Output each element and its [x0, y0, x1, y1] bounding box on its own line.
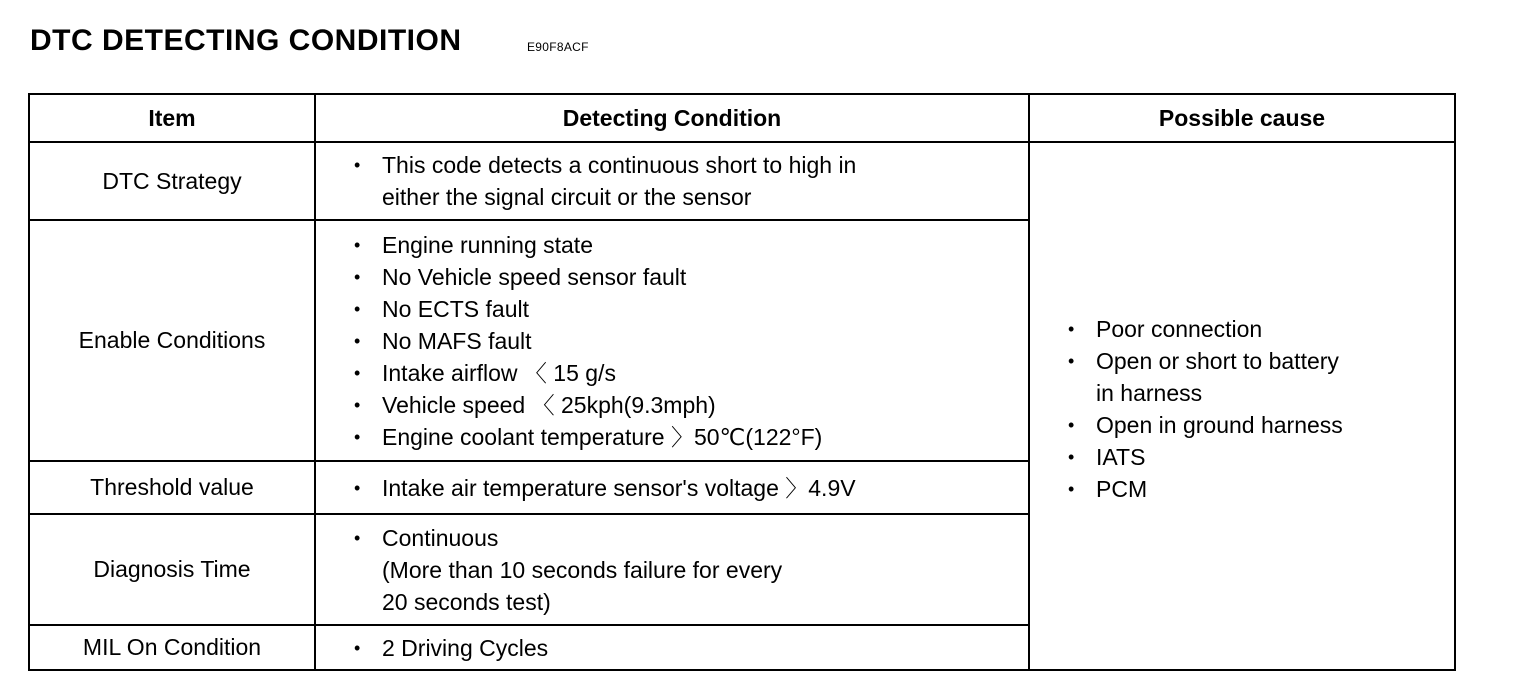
page-title: DTC DETECTING CONDITION [30, 24, 462, 57]
row-conditions-mil-on [354, 626, 1024, 669]
condition-item: • Intake air temperature sensor's voltage 〉4.9V [354, 472, 856, 504]
row-conditions-diagnosis-time [354, 515, 1024, 624]
condition-item: • Continuous (More than 10 seconds failure for every 20 seconds test) [354, 522, 782, 618]
possible-causes-cell [1068, 313, 1448, 503]
row-item-diagnosis-time: Diagnosis Time [93, 556, 251, 582]
header-item: Item [148, 104, 196, 131]
row-item-threshold-value: Threshold value [90, 474, 254, 500]
row-conditions-enable [354, 221, 1024, 460]
condition-item: • No Vehicle speed sensor fault [354, 261, 822, 293]
condition-item: • No MAFS fault [354, 325, 822, 357]
cause-item: • IATS [1068, 441, 1343, 473]
condition-item: • Engine coolant temperature 〉50℃(122°F) [354, 421, 822, 453]
cause-item: • Open in ground harness [1068, 409, 1343, 441]
condition-item: • Engine running state [354, 229, 822, 261]
cause-item: • Open or short to battery in harness [1068, 345, 1343, 409]
condition-item: • This code detects a continuous short to high in either the signal circuit or the sensor [354, 149, 856, 213]
column-divider-1 [314, 95, 316, 669]
cause-item: • Poor connection [1068, 313, 1343, 345]
column-divider-2 [1028, 95, 1030, 669]
document-code: E90F8ACF [527, 40, 589, 54]
header-detecting-condition: Detecting Condition [562, 104, 782, 131]
row-item-dtc-strategy: DTC Strategy [102, 167, 242, 194]
condition-item: • Vehicle speed 〈 25kph(9.3mph) [354, 389, 822, 421]
row-conditions-dtc-strategy [354, 143, 1024, 219]
row-conditions-threshold [354, 462, 1024, 513]
cause-item: • PCM [1068, 473, 1343, 505]
header-possible-cause: Possible cause [1158, 104, 1326, 131]
condition-item: • No ECTS fault [354, 293, 822, 325]
condition-item: • 2 Driving Cycles [354, 632, 548, 664]
dtc-condition-table [28, 93, 1456, 671]
condition-item: • Intake airflow 〈 15 g/s [354, 357, 822, 389]
row-item-mil-on-condition: MIL On Condition [82, 634, 262, 660]
row-item-enable-conditions: Enable Conditions [78, 327, 266, 353]
